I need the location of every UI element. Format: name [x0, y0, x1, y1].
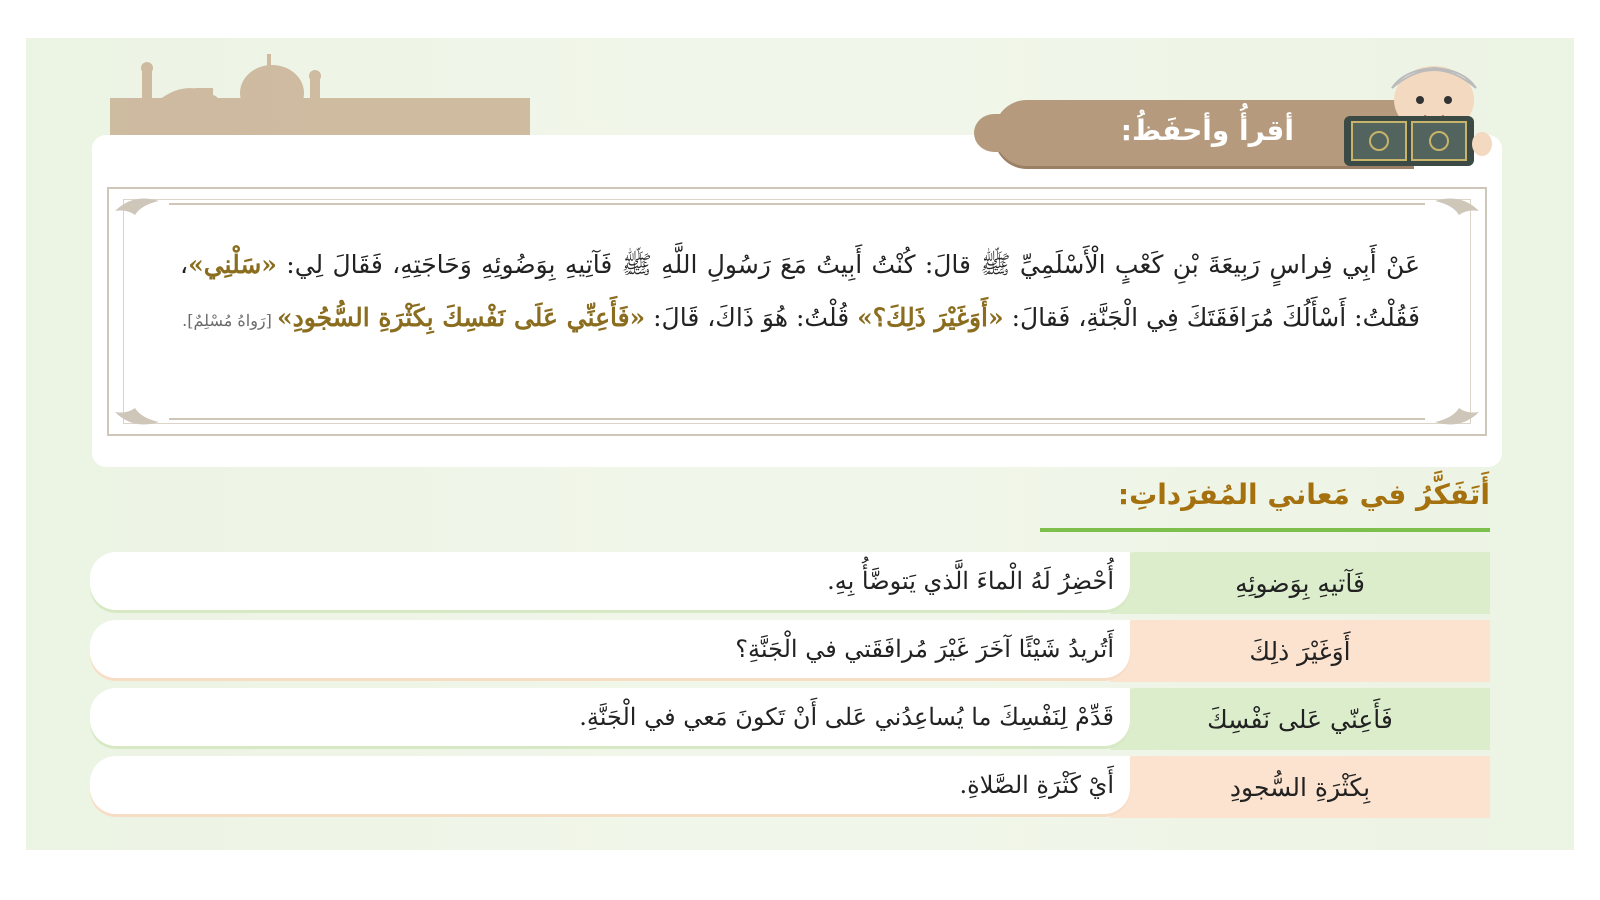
- vocab-definition: أَيْ كَثْرَةِ الصَّلاةِ.: [90, 756, 1130, 814]
- vocab-row: [90, 620, 1490, 682]
- ornament-corner-icon: [1431, 392, 1481, 432]
- boy-reading-book-icon: [1334, 58, 1494, 170]
- vocab-row: [90, 688, 1490, 750]
- hadith-text: [180, 238, 1420, 347]
- vocab-term: بِكَثْرَةِ السُّجودِ: [1110, 756, 1490, 818]
- ornament-corner-icon: [113, 191, 163, 231]
- hadith-intro: عَنْ أَبِي فِراسٍ رَبِيعَةَ بْنِ كَعْبٍ الْأَسْلَمِيِّ ﷺ قالَ: كُنْتُ أَبِيتُ مَعَ رَسُولِ اللَّهِ ﷺ فَآتِيهِ بِوَضُوئِهِ وَحَاجَتِهِ، فَقَالَ لِي:: [276, 250, 1420, 279]
- vocab-term: فَأَعِنّي عَلى نَفْسِكَ: [1110, 688, 1490, 750]
- vocab-definition: أُحْضِرُ لَهُ الْماءَ الَّذي يَتوضَّأُ بِهِ.: [90, 552, 1130, 610]
- hadith-mid-1: ، فَقُلْتُ: أَسْأَلُكَ مُرَافَقَتَكَ فِي الْجَنَّةِ، فَقالَ:: [180, 250, 1420, 332]
- vocab-term: فَآتيهِ بِوَضوئِهِ: [1110, 552, 1490, 614]
- vocab-row: [90, 756, 1490, 818]
- ornament-corner-icon: [113, 392, 163, 432]
- section-title-read: أقرأُ وأحفَظُ:: [1120, 114, 1294, 147]
- frame-bottom-rule: [169, 418, 1425, 420]
- hadith-quote-2: «أَوَغَيْرَ ذَلِكَ؟»: [857, 303, 1004, 332]
- hadith-mid-2: قُلْتُ: هُوَ ذَاكَ، قَالَ:: [645, 303, 858, 332]
- vocab-definition: قَدِّمْ لِنَفْسِكَ ما يُساعِدُني عَلى أَنْ تَكونَ مَعي في الْجَنَّةِ.: [90, 688, 1130, 746]
- vocab-row: [90, 552, 1490, 614]
- mosque-skyline-icon: [110, 48, 530, 136]
- frame-top-rule: [169, 203, 1425, 205]
- hadith-quote-1: «سَلْنِي»: [188, 250, 277, 279]
- vocab-definition: أَتُريدُ شَيْئًا آخَرَ غَيْرَ مُرافَقَتي في الْجَنَّةِ؟: [90, 620, 1130, 678]
- section-title-vocab: أَتَفَكَّرُ في مَعاني المُفرَداتِ:: [1117, 478, 1490, 511]
- ornament-corner-icon: [1431, 191, 1481, 231]
- vocab-term: أَوَغَيْرَ ذلِكَ: [1110, 620, 1490, 682]
- section-underline: [1040, 528, 1490, 532]
- hadith-quote-3: «فَأَعِنِّي عَلَى نَفْسِكَ بِكَثْرَةِ السُّجُودِ»: [276, 303, 646, 332]
- hadith-source: [رَواهُ مُسْلِمٌ].: [182, 311, 277, 330]
